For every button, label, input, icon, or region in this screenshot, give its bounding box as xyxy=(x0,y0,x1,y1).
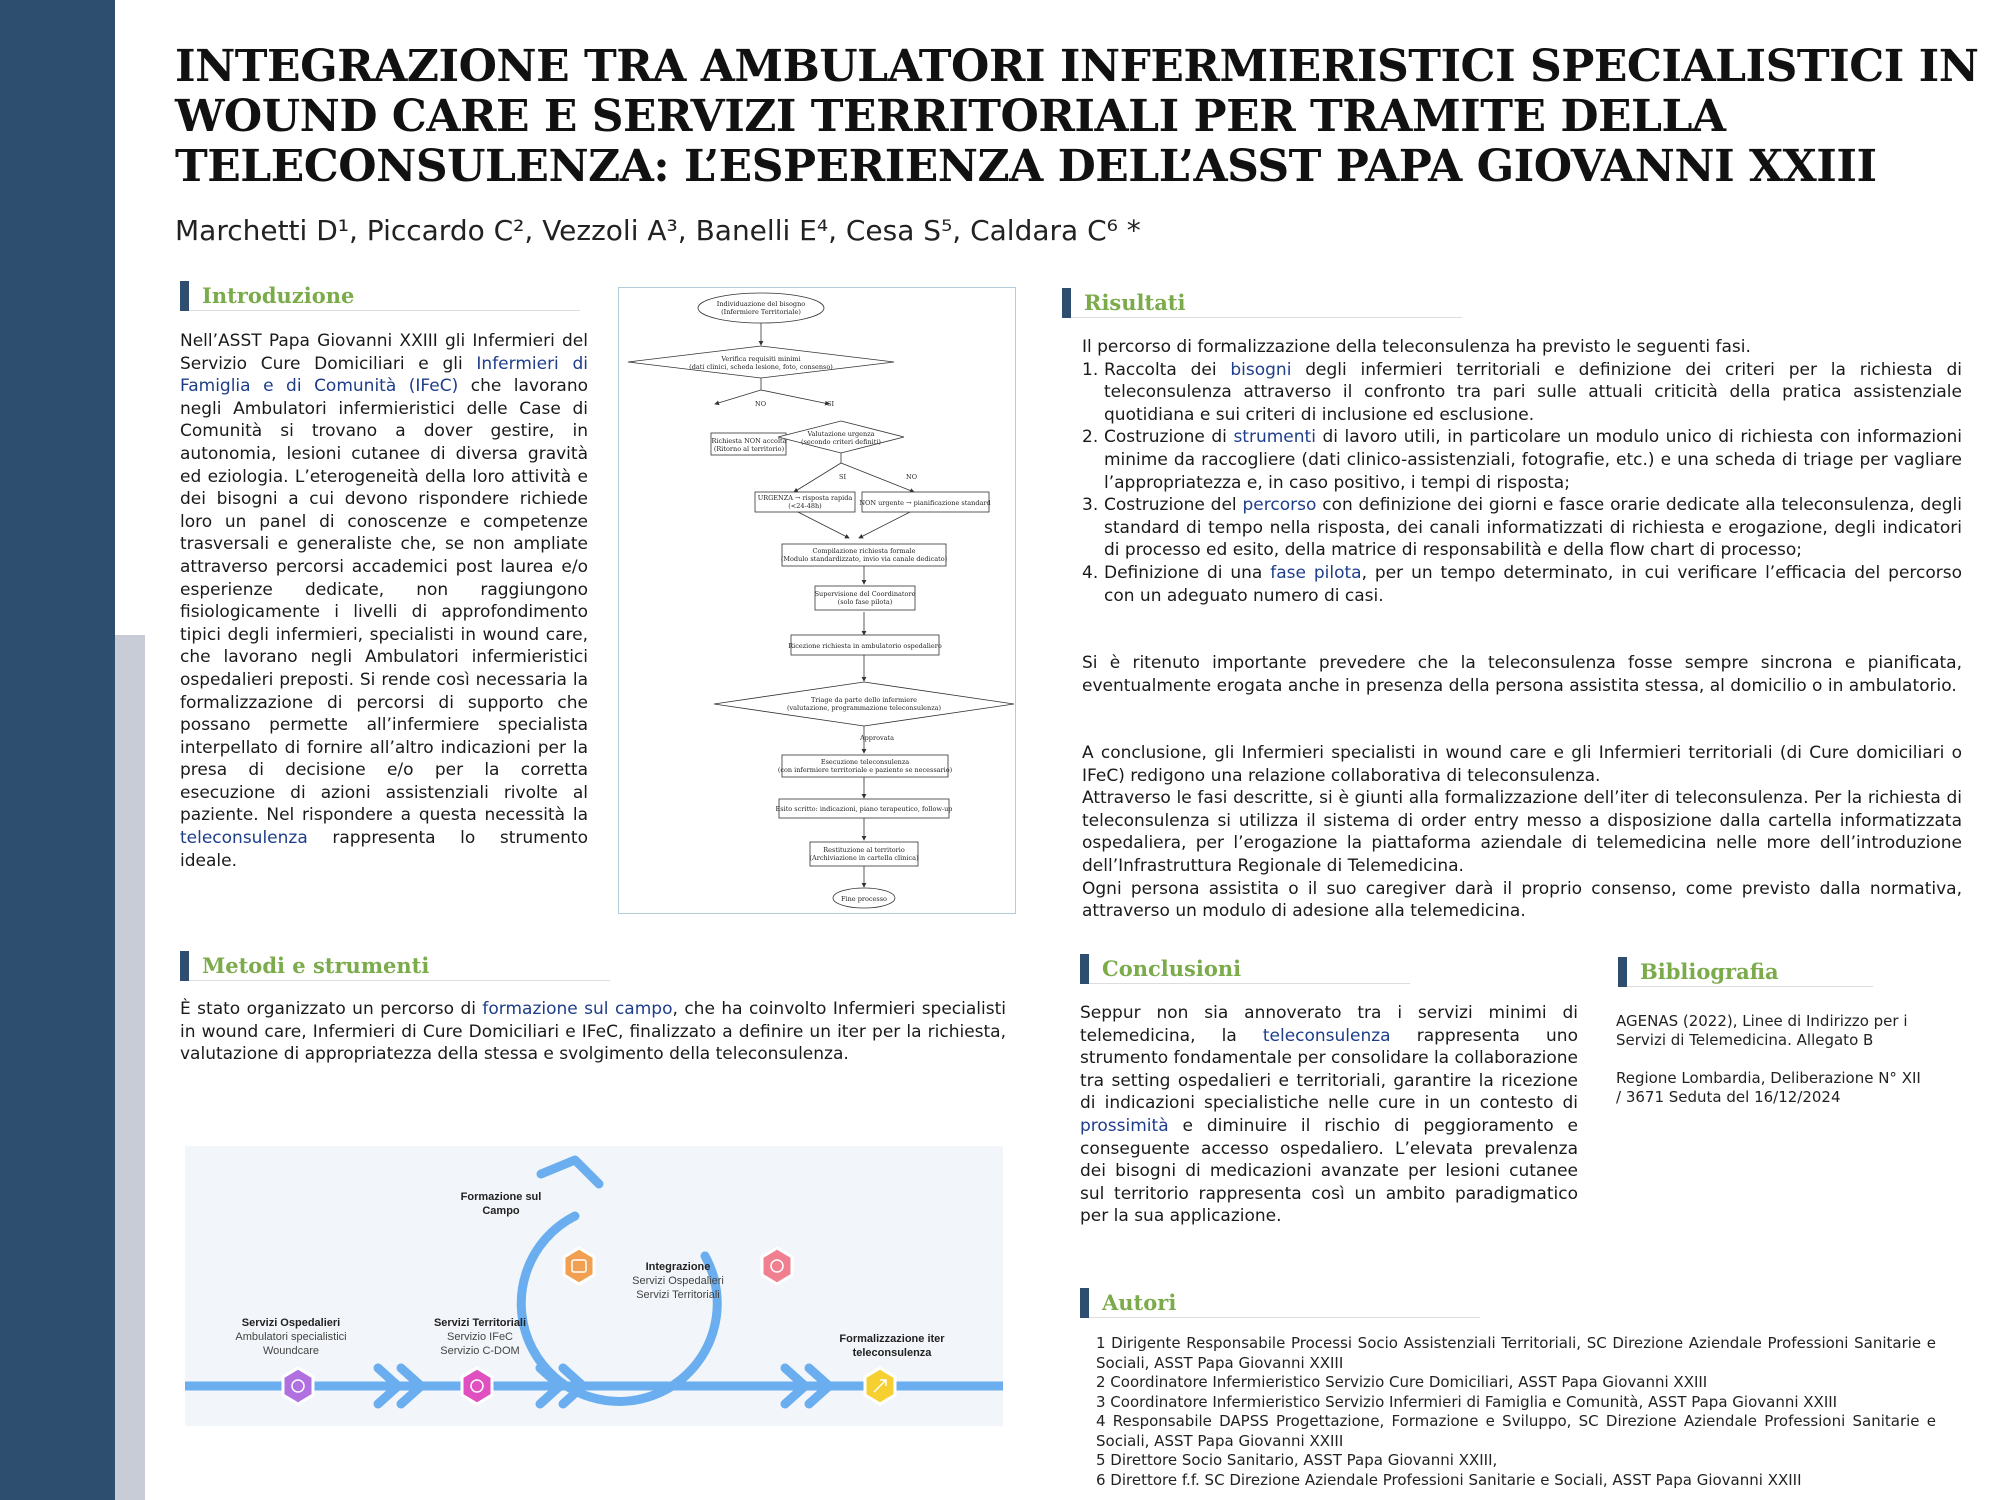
conclusioni-highlight-teleconsulenza: teleconsulenza xyxy=(1262,1025,1391,1046)
risultati-item xyxy=(1082,426,1962,494)
flow-text: NO xyxy=(755,400,767,408)
risultati-item-text xyxy=(1104,359,1962,427)
conclusioni-heading-label: Conclusioni xyxy=(1102,956,1242,981)
flowchart-svg xyxy=(619,288,1017,915)
bibliografia-ref: AGENAS (2022), Linee di Indirizzo per i Servizi di Telemedicina. Allegato B xyxy=(1616,1012,1908,1049)
heading-bar xyxy=(180,951,189,981)
title-line-2: WOUND CARE E SERVIZI TERRITORIALI PER TRAMITE DELLA xyxy=(175,91,1726,142)
flow-text: (Modulo standardizzato, invio via canale dedicato) xyxy=(780,555,948,563)
introduzione-text-part-3: rappresenta lo strumento ideale. xyxy=(180,828,588,871)
risultati-item-text-b: con definizione dei giorni e fasce orarie dedicate alla teleconsulenza, degli standard di tempo nella risposta, dei canali informatizzati di richiesta e erogazione, degli indicatori di processo ed esito, della matrice di responsabilità e della flow chart di processo; xyxy=(1104,495,1962,561)
introduzione-highlight-teleconsulenza: teleconsulenza xyxy=(180,828,308,849)
risultati-item xyxy=(1082,359,1962,427)
autori-item: 2 Coordinatore Infermieristico Servizio Cure Domiciliari, ASST Papa Giovanni XXIII xyxy=(1096,1373,1708,1391)
risultati-list xyxy=(1082,336,1962,607)
risultati-attraverso-text: Attraverso le fasi descritte, si è giunti alla formalizzazione dell’iter di teleconsulenza. Per la richiesta di teleconsulenza si utilizza il sistema di order entry messo a disposizione dalla cartella informatizzata ospedaliera, per l’erogazione la piattaforma aziendale di telemedicina nelle more dell’introduzione dell’Infrastruttura Regionale di Telemedicina. xyxy=(1082,788,1962,876)
poster-title xyxy=(175,41,1979,192)
title-line-1: INTEGRAZIONE TRA AMBULATORI INFERMIERISTICI SPECIALISTICI IN xyxy=(175,41,1979,92)
introduzione-highlight-ifec: Infermieri di Famiglia e di Comunità (IFeC) xyxy=(180,353,588,397)
flow-text: SI xyxy=(839,473,847,481)
cycle-label: Servizi Ospedalieri xyxy=(632,1275,724,1287)
flow-text: Richiesta NON accolta xyxy=(711,437,787,445)
cycle-label: teleconsulenza xyxy=(852,1347,932,1359)
flow-text: (Ritorno al territorio) xyxy=(713,445,785,453)
heading-bar xyxy=(1618,957,1627,987)
conclusioni-text-a: Seppur non sia annoverato tra i servizi minimi di telemedicina, la xyxy=(1080,1003,1578,1046)
bibliografia-ref: Regione Lombardia, Deliberazione N° XII / 3671 Seduta del 16/12/2024 xyxy=(1616,1069,1921,1106)
flow-text: Compilazione richiesta formale xyxy=(812,547,916,555)
introduzione-text-part-2: che lavorano negli Ambulatori infermieristici delle Case di Comunità si trovano a dover gestire, in autonomia, lesioni cutanee di diversa gravità ed eziologia. L’eterogeneità della loro attività e dei bisogni a cui devono rispondere richiede loro un panel di conoscenze e competenze trasversali e generaliste che, se non ampliate attraverso percorsi accademici post laurea e/o esperienze dedicate, non raggiungono fisiologicamente i livelli di approfondimento tipici degli infermieri, specialisti in wound care, che lavorano negli Ambulatori infermieristici ospedalieri preposti. Si rende così necessaria la formalizzazione di percorsi di supporto che possano permette all’infermiere specialista interpellato di fornire all’altro indicazioni per la presa di decisione e/o per la corretta esecuzione di azioni assistenziali rivolte al paziente. Nel rispondere a questa necessità la xyxy=(180,376,588,826)
integrazione-hexagon-icon xyxy=(762,1248,792,1284)
territoriali-hexagon-icon xyxy=(462,1368,492,1404)
flow-text: (Archiviazione in cartella clinica) xyxy=(809,854,919,862)
conclusioni-heading xyxy=(1080,954,1410,984)
autori-heading xyxy=(1080,1288,1480,1318)
risultati-item-text xyxy=(1104,494,1962,562)
cycle-label: Servizio IFeC xyxy=(446,1331,514,1343)
flow-text: URGENZA → risposta rapida xyxy=(757,494,853,502)
metodi-text xyxy=(180,998,1006,1066)
risultati-item-text-a: Costruzione del xyxy=(1104,495,1243,516)
conclusioni-text-b: rappresenta uno strumento fondamentale per consolidare la collaborazione tra setting ospedalieri e territoriali, garantire la ricezione di indicazioni specialistiche nelle cure in un contesto di xyxy=(1080,1025,1578,1114)
cycle-label: Campo xyxy=(482,1205,520,1217)
ospedalieri-hexagon-icon xyxy=(283,1368,313,1404)
risultati-heading-label: Risultati xyxy=(1084,290,1186,315)
risultati-sincrona: Si è ritenuto importante prevedere che la teleconsulenza fosse sempre sincrona e pianificata, eventualmente erogata anche in presenza della persona assistita stessa, al domicilio o in ambulatorio. xyxy=(1082,653,1962,696)
flow-text: (valutazione, programmazione teleconsulenza) xyxy=(786,704,942,712)
formazione-hexagon-icon xyxy=(564,1248,594,1284)
metodi-text-b: , che ha coinvolto Infermieri specialisti in wound care, Infermieri di Cure Domiciliari e IFeC, finalizzato a definire un iter per la richiesta, valutazione di appropriatezza della stessa e svolgimento della teleconsulenza. xyxy=(180,999,1006,1065)
risultati-item-text-b: di lavoro utili, in particolare un modulo unico di richiesta con informazioni minime da raccogliere (dati clinico-assistenziali, fotografie, etc.) e una scheda di triage per vagliare l’appropriatezza e, in caso positivo, i tempi di risposta; xyxy=(1104,427,1962,493)
flow-text: (solo fase pilota) xyxy=(837,598,893,606)
metodi-heading xyxy=(180,951,610,981)
heading-bar xyxy=(1080,954,1089,984)
bibliografia-list xyxy=(1616,1012,1926,1126)
autori-item: 6 Direttore f.f. SC Direzione Aziendale Professioni Sanitarie e Sociali, ASST Papa Giovanni XXIII xyxy=(1096,1470,1802,1489)
autori-item: 4 Responsabile DAPSS Progettazione, Formazione e Sviluppo, SC Direzione Aziendale Professioni Sanitarie e Sociali, ASST Papa Giovanni XXIII xyxy=(1096,1412,1936,1450)
flow-text: Valutazione urgenza xyxy=(807,430,875,438)
flow-text: Verifica requisiti minimi xyxy=(721,355,801,363)
flow-text: Supervisione del Coordinatore xyxy=(814,590,916,598)
heading-bar xyxy=(180,281,189,311)
introduzione-text-part-1: Nell’ASST Papa Giovanni XXIII gli Infermieri del Servizio Cure Domiciliari e gli xyxy=(180,331,588,374)
heading-bar xyxy=(1062,288,1071,318)
flow-text: Approvata xyxy=(859,734,895,742)
metodi-highlight: formazione sul campo xyxy=(482,999,673,1019)
left-sidebar-accent xyxy=(115,635,145,1500)
flow-text: Restituzione al territorio xyxy=(823,846,905,854)
authors-line: Marchetti D¹, Piccardo C², Vezzoli A³, Banelli E⁴, Cesa S⁵, Caldara C⁶ * xyxy=(175,214,1141,247)
risultati-item-highlight: bisogni xyxy=(1230,359,1292,380)
risultati-intro: Il percorso di formalizzazione della teleconsulenza ha previsto le seguenti fasi. xyxy=(1082,337,1751,357)
cycle-top-arrow-icon xyxy=(541,1160,599,1184)
risultati-item-text xyxy=(1104,426,1962,494)
introduzione-text xyxy=(180,330,588,872)
risultati-conclusione-text: A conclusione, gli Infermieri specialisti in wound care e gli Infermieri territoriali (di Cure domiciliari o IFeC) redigono una relazione collaborativa di teleconsulenza. xyxy=(1082,743,1962,786)
risultati-item-text-b: degli infermieri territoriali e definizione dei criteri per la richiesta di teleconsulenza attraverso il confronto tra pari sulle attuali criticità della pratica assistenziale quotidiana e sui criteri di inclusione ed esclusione. xyxy=(1104,359,1962,425)
risultati-ogni-text: Ogni persona assistita o il suo caregiver darà il proprio consenso, come previsto dalla normativa, attraverso un modulo di adesione alla telemedicina. xyxy=(1082,878,1962,922)
cycle-label: Servizi Ospedalieri xyxy=(241,1317,341,1329)
flow-text: Individuazione del bisogno xyxy=(716,300,806,308)
cycle-label: Integrazione xyxy=(645,1261,711,1273)
bibliografia-heading-label: Bibliografia xyxy=(1640,959,1779,984)
flow-text: (<24-48h) xyxy=(788,502,822,510)
flow-text: (con infermiere territoriale e paziente se necessario) xyxy=(777,766,953,774)
risultati-item-number: 1. xyxy=(1082,359,1099,380)
risultati-item-highlight: strumenti xyxy=(1233,427,1316,448)
risultati-item-number: 2. xyxy=(1082,427,1099,448)
flow-text: Esecuzione teleconsulenza xyxy=(820,758,910,766)
cycle-label: Servizi Territoriali xyxy=(636,1289,720,1301)
flow-text: (Infermiere Territoriale) xyxy=(721,308,801,316)
conclusioni-highlight-prossimita: prossimità xyxy=(1080,1115,1169,1136)
flow-text: Ricezione richiesta in ambulatorio ospedaliero xyxy=(788,642,942,650)
cycle-label: Servizi Territoriali xyxy=(433,1317,527,1329)
risultati-item-highlight: fase pilota xyxy=(1270,562,1362,583)
cycle-label: Servizio C-DOM xyxy=(440,1345,520,1357)
risultati-item-text-b: , per un tempo determinato, in cui verificare l’efficacia del percorso con un adeguato numero di casi. xyxy=(1104,562,1963,606)
cycle-label: Ambulatori specialistici xyxy=(235,1331,347,1343)
bibliografia-heading xyxy=(1618,957,1873,987)
conclusioni-text xyxy=(1080,1002,1578,1228)
flow-text: Fine processo xyxy=(841,895,887,903)
flow-text: NON urgente → pianificazione standard xyxy=(859,499,991,507)
risultati-item-text-a: Raccolta dei xyxy=(1104,359,1231,380)
autori-item: 3 Coordinatore Infermieristico Servizio Infermieri di Famiglia e Comunità, ASST Papa Giovanni XXIII xyxy=(1096,1392,1838,1411)
risultati-item-highlight: percorso xyxy=(1242,495,1317,516)
cycle-label: Formalizzazione iter xyxy=(839,1333,945,1345)
heading-bar xyxy=(1080,1288,1089,1318)
risultati-item xyxy=(1082,494,1962,562)
metodi-text-a: È stato organizzato un percorso di xyxy=(180,999,483,1019)
autori-item: 5 Direttore Socio Sanitario, ASST Papa Giovanni XXIII, xyxy=(1096,1451,1498,1469)
risultati-heading xyxy=(1062,288,1462,318)
flowchart-figure xyxy=(618,287,1016,914)
risultati-item-text xyxy=(1104,562,1962,607)
autori-heading-label: Autori xyxy=(1102,1290,1177,1315)
cycle-label: Woundcare xyxy=(262,1345,320,1357)
title-line-3: TELECONSULENZA: L’ESPERIENZA DELL’ASST PAPA GIOVANNI XXIII xyxy=(175,141,1877,192)
risultati-item-text-a: Costruzione di xyxy=(1104,427,1234,448)
flow-text: Esito scritto: indicazioni, piano terapeutico, follow-up xyxy=(775,805,953,813)
flow-text: Triage da parte dello infermiere xyxy=(810,696,918,704)
cycle-svg xyxy=(185,1146,1003,1426)
metodi-heading-label: Metodi e strumenti xyxy=(202,953,430,978)
risultati-item-text-a: Definizione di una xyxy=(1104,562,1271,583)
risultati-item xyxy=(1082,562,1962,607)
risultati-item-number: 3. xyxy=(1082,495,1099,516)
autori-item: 1 Dirigente Responsabile Processi Socio Assistenziali Territoriali, SC Direzione Aziendale Professioni Sanitarie e Sociali, ASST Papa Giovanni XXIII xyxy=(1096,1334,1936,1372)
integration-cycle-graphic xyxy=(185,1146,1003,1426)
risultati-item-number: 4. xyxy=(1082,562,1099,583)
autori-list xyxy=(1096,1334,1936,1490)
introduzione-heading-label: Introduzione xyxy=(202,283,355,308)
conclusioni-text-c: e diminuire il rischio di peggioramento e conseguente accesso ospedaliero. L’elevata prevalenza dei bisogni di medicazioni avanzate per lesioni cutanee sul territorio rappresenta così un ambito paradigmatico per la sua applicazione. xyxy=(1080,1115,1578,1227)
left-sidebar-band xyxy=(0,0,115,1500)
flow-text: (dati clinici, scheda lesione, foto, consenso) xyxy=(689,363,833,371)
cycle-label: Formazione sul xyxy=(460,1191,542,1203)
risultati-conclusione xyxy=(1082,742,1962,923)
introduzione-heading xyxy=(180,281,580,311)
flow-text: NO xyxy=(906,473,918,481)
flow-text: SI xyxy=(827,400,835,408)
flow-text: (secondo criteri definiti) xyxy=(801,438,881,446)
